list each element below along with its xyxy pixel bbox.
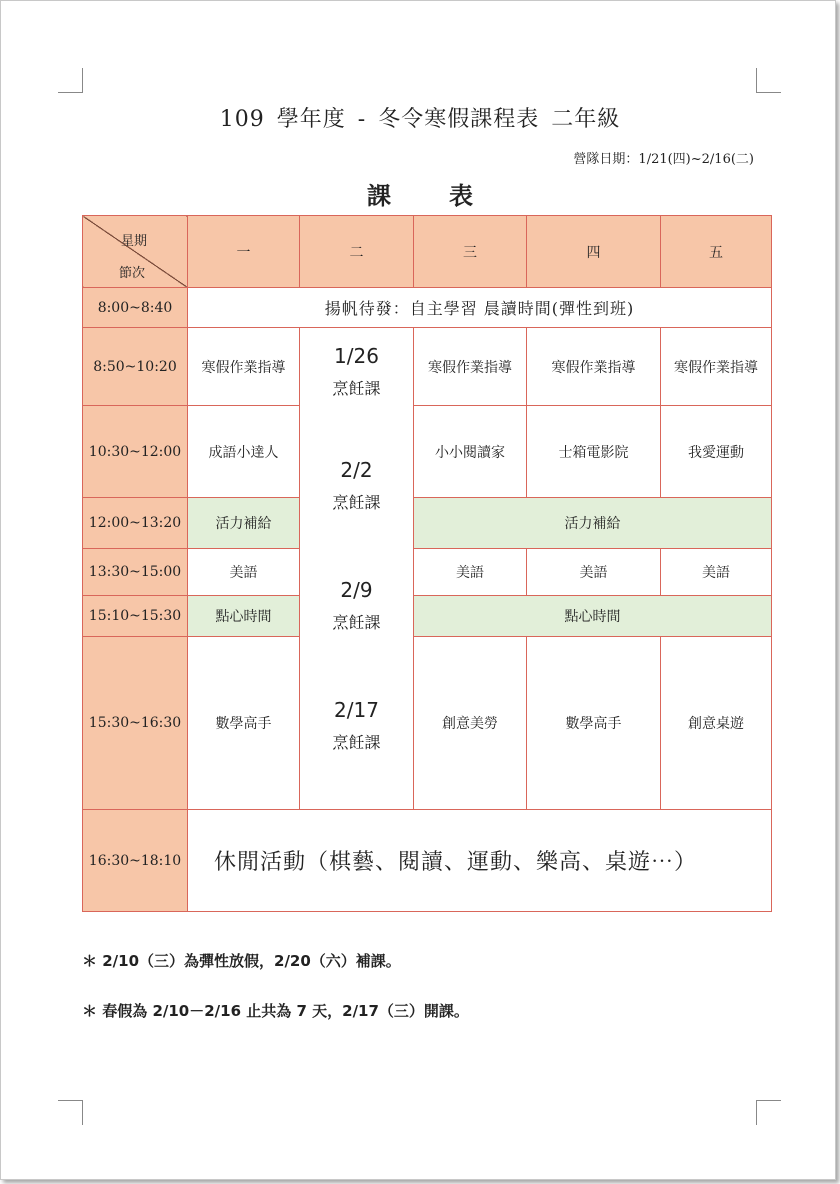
time-slot: 13:30~15:00 bbox=[83, 549, 188, 596]
cooking-label: 烹飪課 bbox=[332, 613, 381, 632]
crop-mark-bottom-left bbox=[58, 1100, 83, 1125]
corner-cell bbox=[83, 216, 188, 288]
time-slot: 10:30~12:00 bbox=[83, 406, 188, 498]
table-row bbox=[83, 498, 772, 549]
course-cell: 士箱電影院 bbox=[527, 406, 661, 498]
course-cell: 成語小達人 bbox=[188, 406, 300, 498]
table-row bbox=[83, 288, 772, 328]
cooking-class-column bbox=[300, 328, 414, 810]
corner-bottom-label: 節次 bbox=[119, 266, 146, 281]
course-cell: 美語 bbox=[661, 549, 772, 596]
day-header-thu: 四 bbox=[527, 216, 661, 288]
course-cell: 美語 bbox=[188, 549, 300, 596]
course-cell: 美語 bbox=[414, 549, 527, 596]
course-cell: 寒假作業指導 bbox=[527, 328, 661, 406]
day-header-mon: 一 bbox=[188, 216, 300, 288]
time-slot: 8:50~10:20 bbox=[83, 328, 188, 406]
course-cell: 寒假作業指導 bbox=[414, 328, 527, 406]
course-cell: 創意桌遊 bbox=[661, 637, 772, 810]
leisure-activities-cell: 休閒活動（棋藝、閱讀、運動、樂高、桌遊⋯） bbox=[188, 810, 772, 912]
crop-mark-bottom-right bbox=[756, 1100, 781, 1125]
table-row bbox=[83, 596, 772, 637]
cooking-date: 1/26 bbox=[334, 344, 379, 368]
course-cell: 我愛運動 bbox=[661, 406, 772, 498]
time-slot: 12:00~13:20 bbox=[83, 498, 188, 549]
cooking-label: 烹飪課 bbox=[332, 733, 381, 752]
course-cell: 創意美勞 bbox=[414, 637, 527, 810]
snack-cell: 點心時間 bbox=[414, 596, 772, 637]
lunch-cell: 活力補給 bbox=[414, 498, 772, 549]
cooking-session bbox=[300, 344, 413, 399]
cooking-session bbox=[300, 578, 413, 633]
course-cell: 美語 bbox=[527, 549, 661, 596]
cooking-date: 2/17 bbox=[334, 698, 379, 722]
header-row bbox=[83, 216, 772, 288]
day-header-tue: 二 bbox=[300, 216, 414, 288]
lunch-cell: 活力補給 bbox=[188, 498, 300, 549]
course-cell: 寒假作業指導 bbox=[661, 328, 772, 406]
cooking-label: 烹飪課 bbox=[332, 493, 381, 512]
course-cell: 寒假作業指導 bbox=[188, 328, 300, 406]
cooking-date: 2/9 bbox=[340, 578, 373, 602]
time-slot: 8:00~8:40 bbox=[83, 288, 188, 328]
camp-dates: 營隊日期：1/21(四)~2/16(二) bbox=[573, 152, 754, 167]
table-row bbox=[83, 406, 772, 498]
day-header-wed: 三 bbox=[414, 216, 527, 288]
course-cell: 數學高手 bbox=[188, 637, 300, 810]
schedule-table bbox=[82, 215, 772, 912]
time-slot: 15:30~16:30 bbox=[83, 637, 188, 810]
snack-cell: 點心時間 bbox=[188, 596, 300, 637]
note-line: ＊ 2/10（三）為彈性放假，2/20（六）補課。 bbox=[82, 952, 401, 970]
cooking-session bbox=[300, 698, 413, 753]
morning-reading-cell: 揚帆待發：自主學習 晨讀時間(彈性到班) bbox=[188, 288, 772, 328]
corner-top-label: 星期 bbox=[121, 234, 148, 249]
note-line: ＊ 春假為 2/10－2/16 止共為 7 天，2/17（三）開課。 bbox=[82, 1002, 469, 1020]
cooking-label: 烹飪課 bbox=[332, 379, 381, 398]
time-slot: 15:10~15:30 bbox=[83, 596, 188, 637]
table-row bbox=[83, 810, 772, 912]
crop-mark-top-right bbox=[756, 68, 781, 93]
course-cell: 數學高手 bbox=[527, 637, 661, 810]
table-row bbox=[83, 328, 772, 406]
table-row bbox=[83, 637, 772, 810]
course-cell: 小小閱讀家 bbox=[414, 406, 527, 498]
table-row bbox=[83, 549, 772, 596]
cooking-date: 2/2 bbox=[340, 458, 373, 482]
schedule-heading: 課表 bbox=[367, 182, 531, 210]
crop-mark-top-left bbox=[58, 68, 83, 93]
time-slot: 16:30~18:10 bbox=[83, 810, 188, 912]
cooking-session bbox=[300, 458, 413, 513]
document-title: 109 學年度 - 冬令寒假課程表 二年級 bbox=[219, 107, 621, 132]
day-header-fri: 五 bbox=[661, 216, 772, 288]
